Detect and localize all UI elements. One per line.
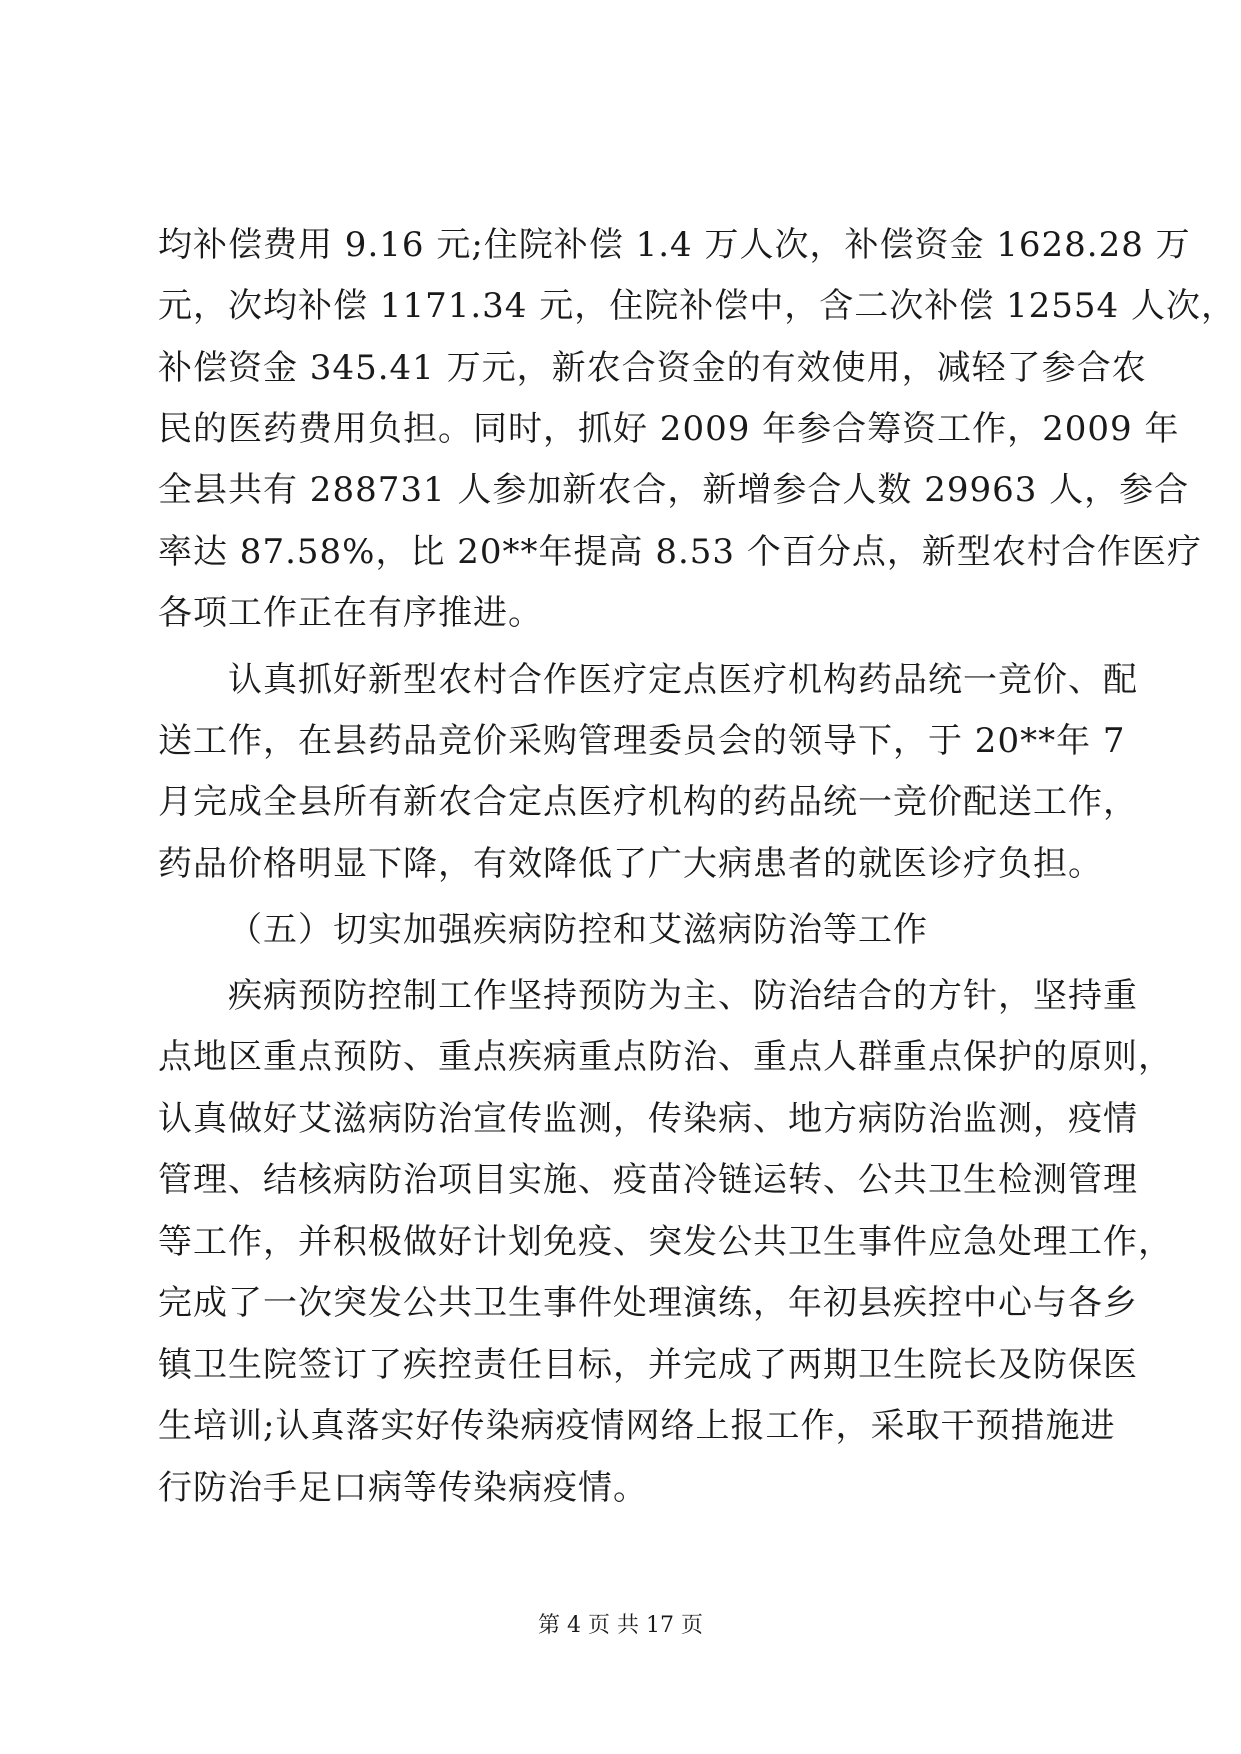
body-text-line: 补偿资金 345.41 万元，新农合资金的有效使用，减轻了参合农 <box>158 348 1147 388</box>
page-footer: 第 4 页 共 17 页 <box>538 1613 703 1638</box>
body-text-line: 行防治手足口病等传染病疫情。 <box>158 1468 648 1508</box>
body-text-line: 全县共有 288731 人参加新农合，新增参合人数 29963 人，参合 <box>158 470 1190 510</box>
body-text-line: 管理、结核病防治项目实施、疫苗冷链运转、公共卫生检测管理 <box>158 1160 1138 1200</box>
body-text-line: 镇卫生院签订了疾控责任目标，并完成了两期卫生院长及防保医 <box>158 1345 1138 1385</box>
body-text-line: 等工作，并积极做好计划免疫、突发公共卫生事件应急处理工作， <box>158 1222 1173 1262</box>
body-text-line: 元，次均补偿 1171.34 元，住院补偿中，含二次补偿 12554 人次， <box>158 286 1236 326</box>
body-text-line: 点地区重点预防、重点疾病重点防治、重点人群重点保护的原则， <box>158 1037 1173 1077</box>
body-text-line: 生培训;认真落实好传染病疫情网络上报工作，采取干预措施进 <box>158 1406 1116 1446</box>
body-text-line: 月完成全县所有新农合定点医疗机构的药品统一竞价配送工作， <box>158 782 1138 822</box>
body-text-line: 药品价格明显下降，有效降低了广大病患者的就医诊疗负担。 <box>158 844 1103 884</box>
body-text-line: 民的医药费用负担。同时，抓好 2009 年参合筹资工作，2009 年 <box>158 409 1180 449</box>
paragraph-first-line: 疾病预防控制工作坚持预防为主、防治结合的方针，坚持重 <box>228 976 1138 1016</box>
body-text-line: 认真做好艾滋病防治宣传监测，传染病、地方病防治监测，疫情 <box>158 1099 1138 1139</box>
body-text-line: 送工作，在县药品竞价采购管理委员会的领导下，于 20**年 7 <box>158 721 1126 761</box>
body-text-line: 率达 87.58%，比 20**年提高 8.53 个百分点，新型农村合作医疗 <box>158 532 1202 572</box>
body-text-line: 均补偿费用 9.16 元;住院补偿 1.4 万人次，补偿资金 1628.28 万 <box>158 225 1191 265</box>
section-heading: （五）切实加强疾病防控和艾滋病防治等工作 <box>228 910 928 950</box>
body-text-line: 完成了一次突发公共卫生事件处理演练，年初县疾控中心与各乡 <box>158 1283 1138 1323</box>
body-text-line: 各项工作正在有序推进。 <box>158 593 543 633</box>
paragraph-first-line: 认真抓好新型农村合作医疗定点医疗机构药品统一竞价、配 <box>228 660 1138 700</box>
